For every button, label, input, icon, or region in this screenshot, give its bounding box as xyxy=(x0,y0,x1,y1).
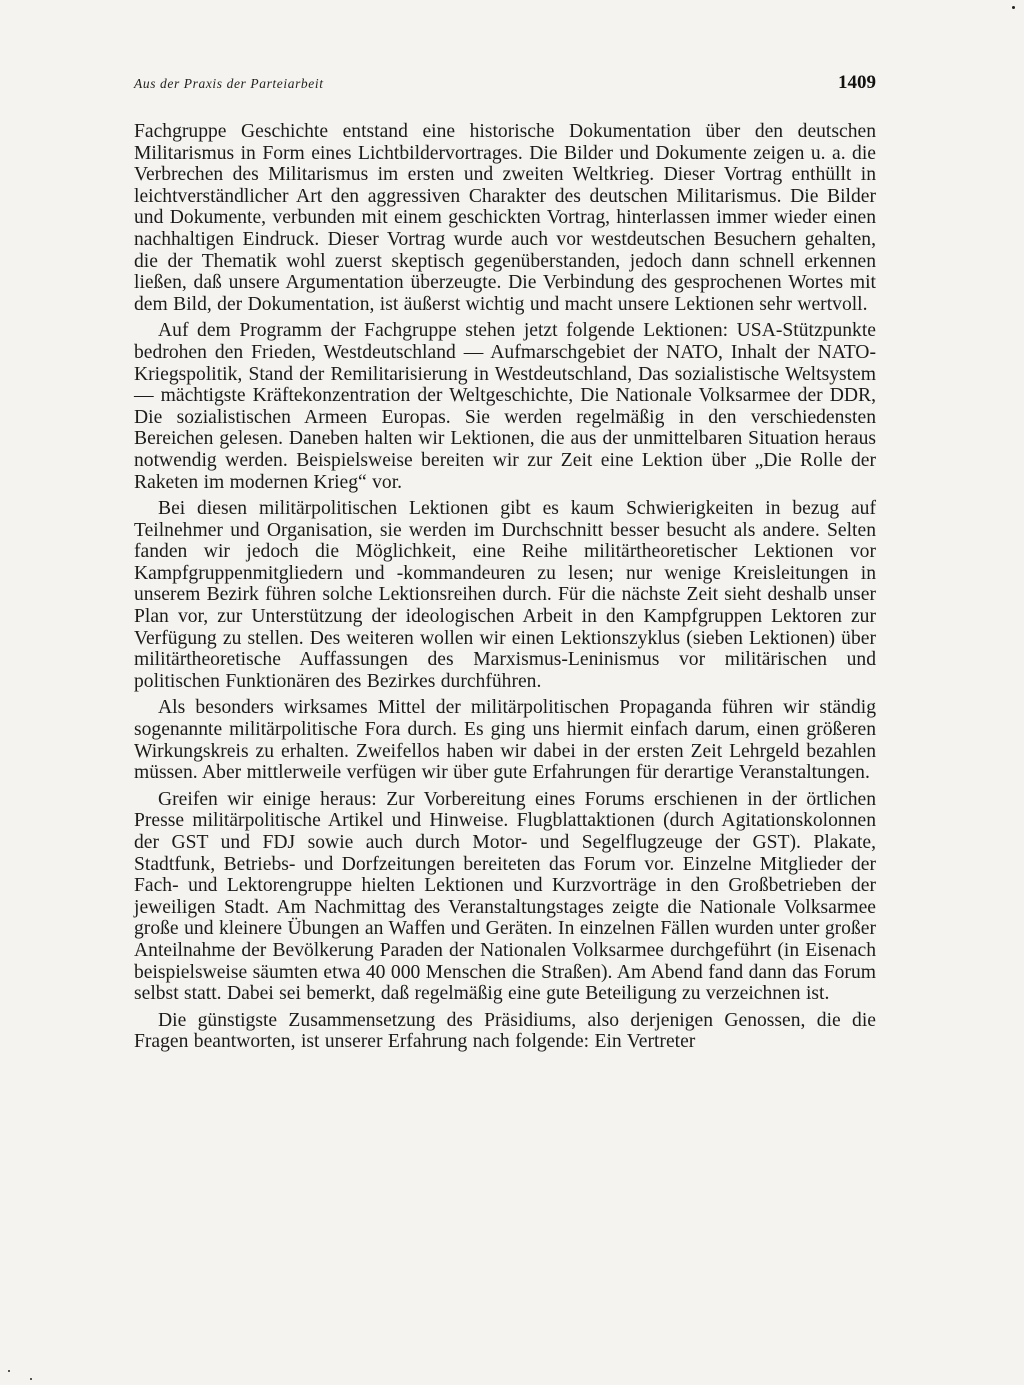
ink-speck xyxy=(8,1370,10,1372)
paragraph-3: Bei diesen militärpolitischen Lektionen gibt es kaum Schwierigkeiten in bezug auf Teilnehmer und Organisation, sie werden im Durchschnitt besser besucht als andere. Selten fanden wir jedoch die Möglichkeit, eine Reihe militärtheoretischer Lektionen vor Kampfgruppenmitgliedern und -kommandeuren zu lesen; nur wenige Kreisleitungen in unserem Bezirk führen solche Lektionsreihen durch. Für die nächste Zeit sieht deshalb unser Plan vor, zur Unterstützung der ideologischen Arbeit in den Kampfgruppen Lektoren zur Verfügung zu stellen. Des weiteren wollen wir einen Lektionszyklus (sieben Lektionen) über militärtheoretische Auffassungen des Marxismus-Leninismus vor militärischen und politischen Funktionären des Bezirkes durchführen. xyxy=(134,498,876,692)
paragraph-6: Die günstigste Zusammensetzung des Präsidiums, also derjenigen Genossen, die die Fragen beantworten, ist unserer Erfahrung nach folgende: Ein Vertreter xyxy=(134,1009,876,1053)
running-head: Aus der Praxis der Parteiarbeit xyxy=(134,76,324,91)
paragraph-2: Auf dem Programm der Fachgruppe stehen jetzt folgende Lektionen: USA-Stützpunkte bedrohen den Frieden, Westdeutschland — Aufmarschgebiet der NATO, Inhalt der NATO-Kriegspolitik, Stand der Remilitarisierung in Westdeutschland, Das sozialistische Weltsystem — mächtigste Kräftekonzentration der Weltgeschichte, Die Nationale Volksarmee der DDR, Die sozialistischen Armeen Europas. Sie werden regelmäßig in den verschiedensten Bereichen gelesen. Daneben halten wir Lektionen, die aus der unmittelbaren Situation heraus notwendig werden. Beispielsweise bereiten wir zur Zeit eine Lektion über „Die Rolle der Raketen im modernen Krieg“ vor. xyxy=(134,320,876,493)
ink-speck xyxy=(1012,6,1015,9)
body-text xyxy=(134,121,876,1058)
paragraph-4: Als besonders wirksames Mittel der militärpolitischen Propaganda führen wir ständig sogenannte militärpolitische Fora durch. Es ging uns hiermit einfach darum, einen größeren Wirkungskreis zu erhalten. Zweifellos haben wir dabei in der ersten Zeit Lehrgeld bezahlen müssen. Aber mittlerweile verfügen wir über gute Erfahrungen für derartige Veranstaltungen. xyxy=(134,697,876,784)
paragraph-1: Fachgruppe Geschichte entstand eine historische Dokumentation über den deutschen Militarismus in Form eines Lichtbildervortrages. Die Bilder und Dokumente zeigen u. a. die Verbrechen des Militarismus im ersten und zweiten Weltkrieg. Dieser Vortrag enthüllt in leichtverständlicher Art den aggressiven Charakter des deutschen Militarismus. Die Bilder und Dokumente, verbunden mit einem geschickten Vortrag, hinterlassen immer wieder einen nachhaltigen Eindruck. Dieser Vortrag wurde auch vor westdeutschen Besuchern gehalten, die der Thematik wohl zuerst skeptisch gegenüberstanden, jedoch dann schnell erkennen ließen, daß unsere Argumentation überzeugte. Die Verbindung des gesprochenen Wortes mit dem Bild, der Dokumentation, ist äußerst wichtig und macht unsere Lektionen sehr wertvoll. xyxy=(134,121,876,315)
page-header xyxy=(134,74,876,100)
ink-speck xyxy=(30,1378,32,1380)
page-number: 1409 xyxy=(838,72,876,93)
paragraph-5: Greifen wir einige heraus: Zur Vorbereitung eines Forums erschienen in der örtlichen Presse militärpolitische Artikel und Hinweise. Flugblattaktionen (durch Agitationskolonnen der GST und FDJ sowie auch durch Motor- und Segelflugzeuge der GST). Plakate, Stadtfunk, Betriebs- und Dorfzeitungen bereiteten das Forum vor. Einzelne Mitglieder der Fach- und Lektorengruppe hielten Lektionen und Kurzvorträge in den Großbetrieben der jeweiligen Stadt. Am Nachmittag des Veranstaltungstages zeigte die Nationale Volksarmee große und kleinere Übungen an Waffen und Geräten. In einzelnen Fällen wurden unter großer Anteilnahme der Bevölkerung Paraden der Nationalen Volksarmee durchgeführt (in Eisenach beispielsweise säumten etwa 40 000 Menschen die Straßen). Am Abend fand dann das Forum selbst statt. Dabei sei bemerkt, daß regelmäßig eine gute Beteiligung zu verzeichnen ist. xyxy=(134,788,876,1005)
